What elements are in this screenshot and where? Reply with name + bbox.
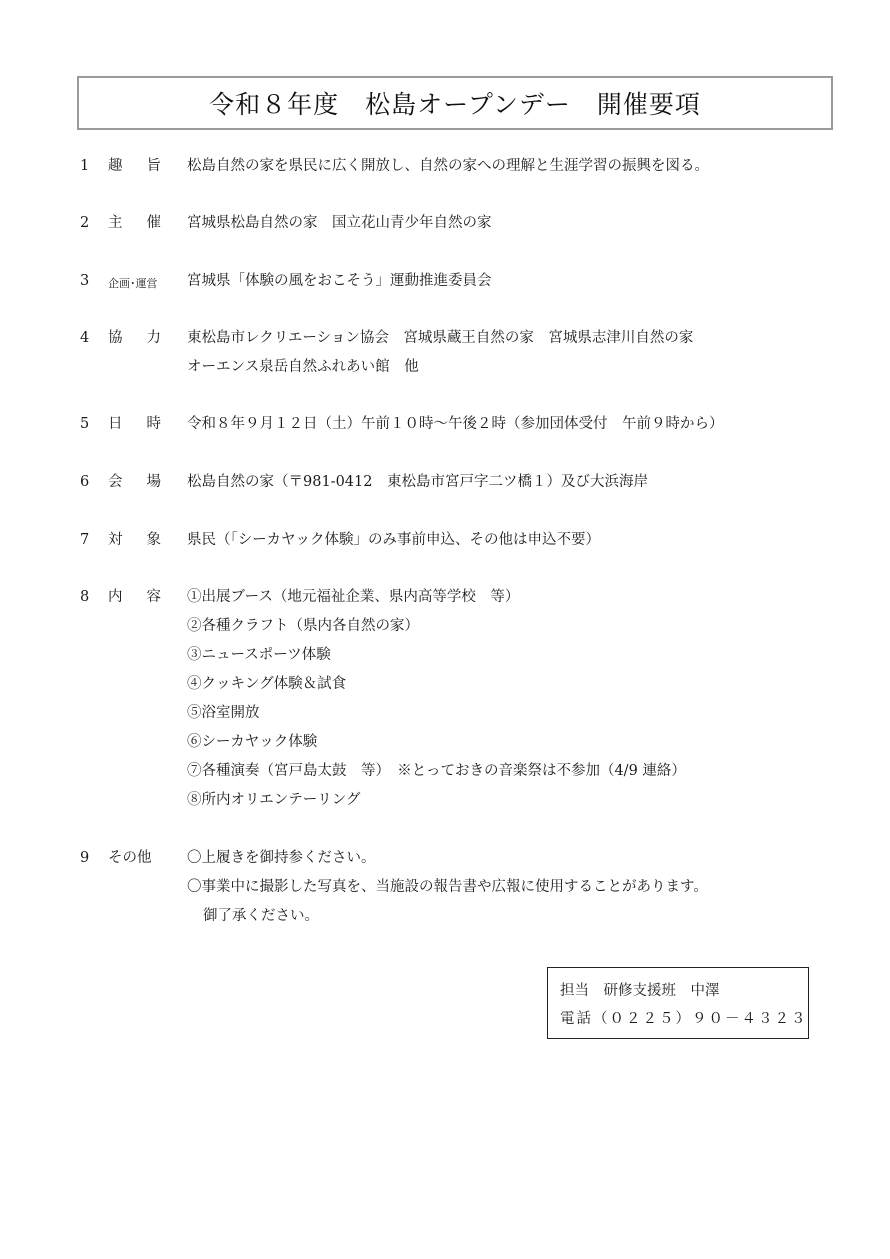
item-label: 協力 bbox=[108, 330, 185, 346]
item-label: 会場 bbox=[108, 474, 185, 490]
item-value: 松島自然の家（〒981-0412 東松島市宮戸字二ツ橋１）及び大浜海岸 bbox=[187, 474, 648, 490]
item-number: 8 bbox=[80, 589, 90, 605]
item-number: 9 bbox=[80, 850, 90, 866]
item-label: 主催 bbox=[108, 215, 185, 231]
content-list-item: ⑦各種演奏（宮戸島太鼓 等） ※とっておきの音楽祭は不参加（4/9 連絡） bbox=[187, 763, 686, 779]
item-number: 1 bbox=[80, 158, 90, 174]
item-label: 対象 bbox=[108, 532, 185, 548]
item-value: オーエンス泉岳自然ふれあい館 他 bbox=[187, 359, 419, 375]
content-list-item: ②各種クラフト（県内各自然の家） bbox=[187, 618, 419, 634]
contact-person: 担当 研修支援班 中澤 bbox=[560, 983, 720, 999]
content-list-item: ⑥シーカヤック体験 bbox=[187, 734, 318, 750]
item-number: 6 bbox=[80, 474, 90, 490]
item-value: 宮城県「体験の風をおこそう」運動推進委員会 bbox=[187, 273, 492, 289]
item-value: 松島自然の家を県民に広く開放し、自然の家への理解と生涯学習の振興を図る。 bbox=[187, 158, 709, 174]
item-number: 4 bbox=[80, 330, 90, 346]
item-label: 内容 bbox=[108, 589, 185, 605]
content-list-item: ④クッキング体験＆試食 bbox=[187, 676, 347, 692]
content-list-item: ③ニュースポーツ体験 bbox=[187, 647, 331, 663]
content-list-item: ⑤浴室開放 bbox=[187, 705, 260, 721]
note-line: 〇上履きを御持参ください。 bbox=[187, 850, 376, 866]
title-box bbox=[77, 76, 833, 130]
page-title: 令和８年度 松島オープンデー 開催要項 bbox=[209, 90, 701, 119]
item-number: 2 bbox=[80, 215, 90, 231]
item-label: 趣旨 bbox=[108, 158, 185, 174]
item-number: 7 bbox=[80, 532, 90, 548]
contact-box bbox=[547, 967, 809, 1039]
item-value: 県民（「シーカヤック体験」のみ事前申込、その他は申込不要） bbox=[187, 532, 600, 548]
content-list-item: ⑧所内オリエンテーリング bbox=[187, 792, 361, 808]
item-value: 令和８年９月１２日（土）午前１０時～午後２時（参加団体受付 午前９時から） bbox=[187, 416, 724, 432]
note-line: 〇事業中に撮影した写真を、当施設の報告書や広報に使用することがあります。 bbox=[187, 879, 708, 895]
item-number: 3 bbox=[80, 273, 90, 289]
item-label: 企画･運営 bbox=[108, 277, 158, 290]
item-label: 日時 bbox=[108, 416, 185, 432]
note-line: 御了承ください。 bbox=[203, 908, 319, 924]
contact-phone: 電話（０２２５）９０－４３２３ bbox=[560, 1011, 808, 1027]
content-list-item: ①出展ブース（地元福祉企業、県内高等学校 等） bbox=[187, 589, 520, 605]
item-value: 東松島市レクリエーション協会 宮城県蔵王自然の家 宮城県志津川自然の家 bbox=[187, 330, 694, 346]
item-number: 5 bbox=[80, 416, 90, 432]
item-label: その他 bbox=[108, 850, 152, 866]
item-value: 宮城県松島自然の家 国立花山青少年自然の家 bbox=[187, 215, 492, 231]
